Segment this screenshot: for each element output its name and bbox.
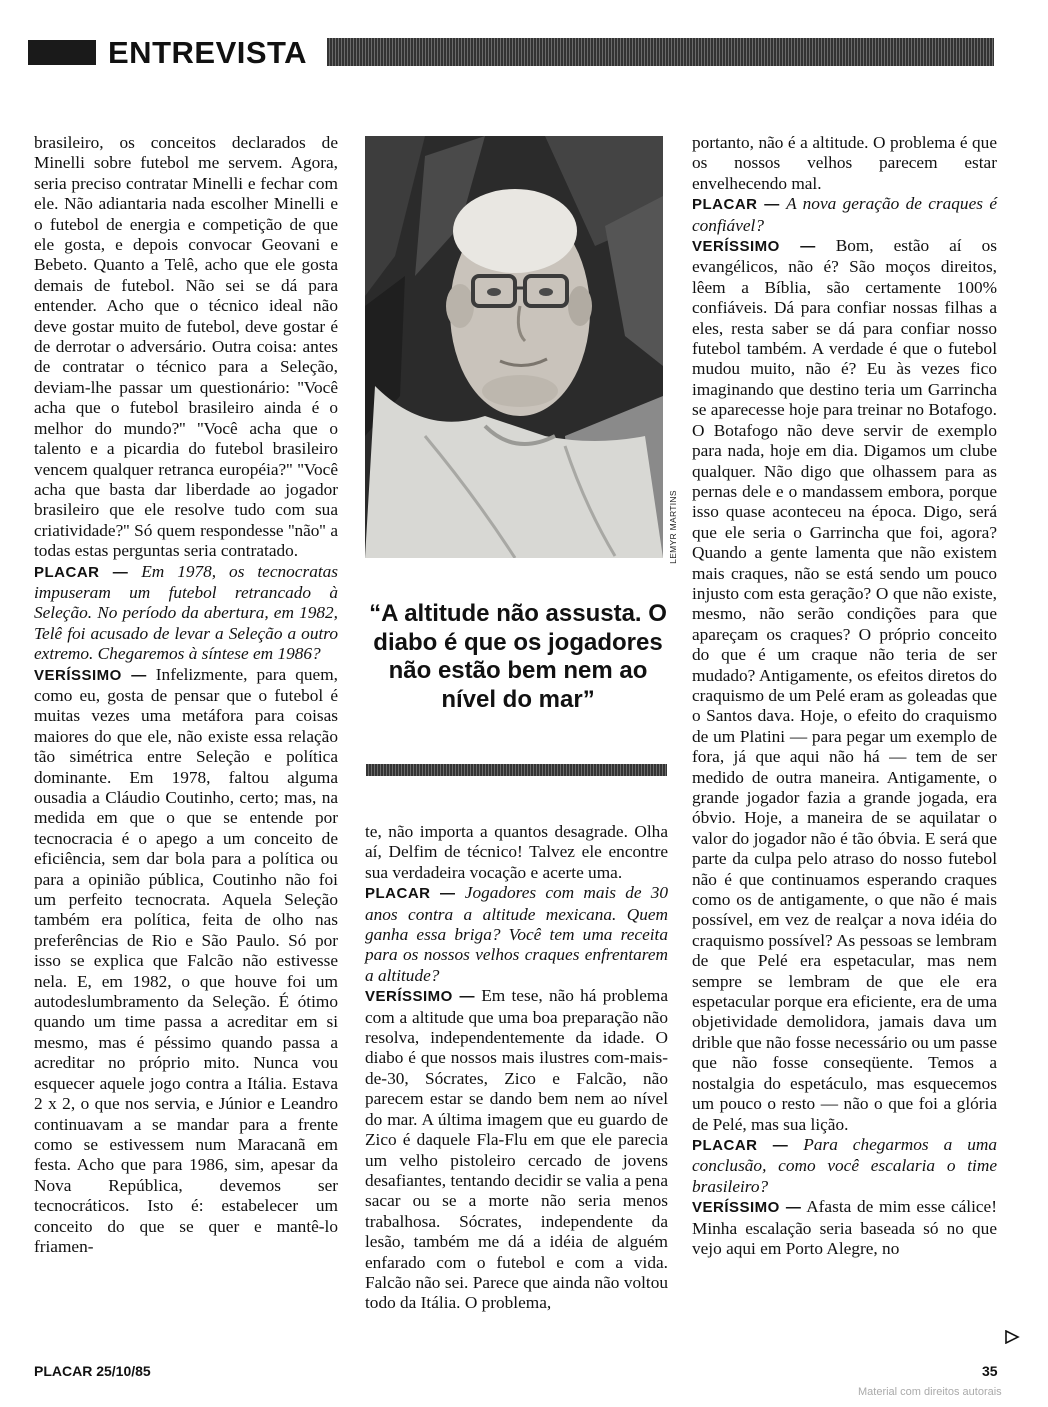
paragraph xyxy=(692,133,997,194)
answer-paragraph xyxy=(365,986,668,1314)
paragraph xyxy=(34,133,338,562)
interview-photo xyxy=(365,136,663,558)
speaker-label: PLACAR — xyxy=(692,1136,789,1154)
footer-publication: PLACAR 25/10/85 xyxy=(34,1363,151,1379)
question-paragraph xyxy=(365,883,668,986)
speaker-label: PLACAR — xyxy=(34,563,129,581)
paragraph-text: Em tese, não há problema com a altitude que uma boa preparação não resolva, independentemente da idade. O diabo é que nossos mais ilustres com-mais-de-30, Sócrates, Zico e Falcão, não parecem estar se dando bem nem ao nível do mar. A última imagem que eu guardo de Zico é daquele Fla-Flu em que ele parecia um velho pistoleiro cercado de jovens desafiantes, tentando decidir se valia a pena sacar ou se a morte não seria menos trabalhosa. Sócrates, independente da lesão, também me dá a idéia de alguém enfarado com o futebol e com a vida. Falcão não sei. Parece que ainda não voltou todo da Itália. O problema, xyxy=(365,986,668,1313)
question-paragraph xyxy=(34,562,338,665)
paragraph-text: Em 1978, os tecnocratas impuseram um futebol retrancado à Seleção. No período da abertura, em 1982, Telê foi acusado de levar a Seleção a outro extremo. Chegaremos à síntese em 1986? xyxy=(34,561,338,664)
speaker-label: VERÍSSIMO — xyxy=(692,1199,802,1217)
paragraph-text: Afasta de mim esse cálice! Minha escalação seria baseada só no que vejo aqui em Porto Alegre, no xyxy=(692,1197,997,1258)
paragraph-text: brasileiro, os conceitos declarados de Minelli sobre futebol me servem. Agora, seria preciso contratar Minelli e fechar com ele. Não adiantaria nada escolher Minelli e o futebol de energia e competição de que ele gosta, e depois convocar Geovani e Bebeto. Quanto a Telê, acho que ele gosta demais de futebol. Não sei se dá para entender. Acho que o técnico ideal não deve gostar muito de futebol, deve gostar é de derrotar o adversário. Outra coisa: antes de contratar o técnico para a Seleção, deviam-lhe passar um questionário: ''Você acha que o futebol brasileiro ainda é o melhor do mundo?'' ''Você acha que o talento e a picardia do futebol brasileiro vencem qualquer retranca européia?'' ''Você acha que basta dar liberdade ao jogador brasileiro que ele resolve tudo com sua criatividade?'' Só quem respondesse ''não'' a todas estas perguntas seria contratado. xyxy=(34,133,338,561)
question-paragraph xyxy=(692,1135,997,1197)
section-header xyxy=(28,36,994,68)
paragraph-text: Bom, estão aí os evangélicos, não é? São moços direitos, lêem a Bíblia, são certamente 100% confiáveis. Dá para confiar nossas filhas a eles, resta saber se dá para confiar nosso futebol também. A verdade é que o futebol mudou muito, não é? Eu às vezes fico imaginando que destino teria um Garrincha se aparecesse hoje para treinar no Botafogo. O Botafogo não deve servir de exemplo para nada, hoje em dia. Digamos um clube qualquer. Não digo que olhassem para as pernas dele e o mandassem embora, porque isso quase aconteceu na época. Digo, será que ele seria o Garrincha que foi, agora? Quando a gente lamenta que não existem mais craques, não se está sendo um pouco injusto com esta geração? O que não existe, mesmo, não serão condições para que apareçam os craques? O próprio conceito do que é um craque não teria de ser mudado? Antigamente, os efeitos diretos do craquismo de um Pelé eram as goleadas que o Santos dava. Hoje, o efeito do craquismo de um Platini — para pegar um exemplo de fora, já que aqui não há — tem de ser medido de outra maneira. Antigamente, o grande jogador fazia a grande jogada, era óbvio. Hoje, a maneira de se aquilatar o valor do jogador não é tão óbvia. E será que parte da culpa pelo atraso do nosso futebol não é que continuamos esperando craques como os de antigamente, o que não é mais possível, em vez de realçar a nova idéia do craquismo possível? As pessoas se lembram de que Pelé era espetacular, mas nem sempre se lembram de que ele era espetacular porque era eficiente, era de uma objetividade demolidora, jamais dava um drible que não fosse necessário ou um passe que não fosse conseqüente. Temos a nostalgia do espetáculo, mas esquecemos um pouco o resto — não o que foi a glória de Pelé, mas sua lição. xyxy=(692,236,997,1134)
page-number: 35 xyxy=(982,1363,998,1379)
speaker-label: PLACAR — xyxy=(692,196,780,214)
paragraph-text: Jogadores com mais de 30 anos contra a altitude mexicana. Quem ganha essa briga? Você tem uma receita para os nossos velhos craques enfrentarem a altitude? xyxy=(365,883,668,985)
header-rule xyxy=(327,38,994,66)
pull-quote: “A altitude não assusta. O diabo é que os jogadores não estão bem nem ao nível do mar” xyxy=(369,600,667,713)
speaker-label: VERÍSSIMO — xyxy=(34,666,147,684)
speaker-label: VERÍSSIMO — xyxy=(692,238,816,256)
paragraph-text: portanto, não é a altitude. O problema é que os nossos velhos parecem estar envelhecendo mal. xyxy=(692,133,997,193)
section-title: ENTREVISTA xyxy=(108,35,308,70)
header-black-block xyxy=(28,40,96,65)
pull-quote-rule xyxy=(366,764,667,776)
article-column-1 xyxy=(34,133,338,1257)
question-paragraph xyxy=(692,194,997,236)
copyright-watermark: Material com direitos autorais xyxy=(858,1386,1002,1398)
article-column-3 xyxy=(692,133,997,1259)
photo-credit: LEMYR MARTINS xyxy=(668,490,678,564)
paragraph-text: A nova geração de craques é confiável? xyxy=(692,194,997,235)
paragraph-text: Infelizmente, para quem, como eu, gosta de pensar que o futebol é muitas vezes uma metáfora para coisas maiores do que ele, não existe essa relação tão simétrica entre Seleção e política dominante. Em 1978, faltou alguma ousadia a Cláudio Coutinho, certo; mas, na medida em que o que se entende por tecnocracia é o apego a um conceito de eficiência, sem dar bola para a política ou para a opinião pública, Coutinho não foi um perfeito tecnocrata. Aquela Seleção também era política, feita de olho nas preferências de Rio e São Paulo. Só por isso se explica que Falcão não estivesse nela. E, em 1982, o que houve foi um autodeslumbramento da Seleção. É ótimo quando um time passa a acreditar em si mesmo, mas é péssimo quando passa a acreditar no próprio mito. Nunca vou esquecer aquele jogo contra a Itália. Estava 2 x 2, o que nos servia, e Júnior e Leandro continuavam a se mandar para a frente como se estivessem num Maracanã em festa. Acho que para 1986, sim, apesar da Nova República, devemos ser tecnocráticos. Isto é: estabelecer um conceito do que se quer e mantê-lo friamen- xyxy=(34,664,338,1256)
article-column-2 xyxy=(365,822,668,1314)
paragraph-text: te, não importa a quantos desagrade. Olha aí, Delfim de técnico! Talvez ele encontre sua verdadeira vocação e acerte uma. xyxy=(365,822,668,882)
paragraph xyxy=(365,822,668,883)
answer-paragraph xyxy=(34,665,338,1258)
portrait-illustration xyxy=(365,136,663,558)
paragraph-text: Para chegarmos a uma conclusão, como você escalaria o time brasileiro? xyxy=(692,1134,997,1196)
answer-paragraph xyxy=(692,236,997,1135)
continue-arrow-icon xyxy=(1004,1330,1020,1344)
speaker-label: VERÍSSIMO — xyxy=(365,988,475,1006)
speaker-label: PLACAR — xyxy=(365,885,456,903)
answer-paragraph xyxy=(692,1197,997,1259)
